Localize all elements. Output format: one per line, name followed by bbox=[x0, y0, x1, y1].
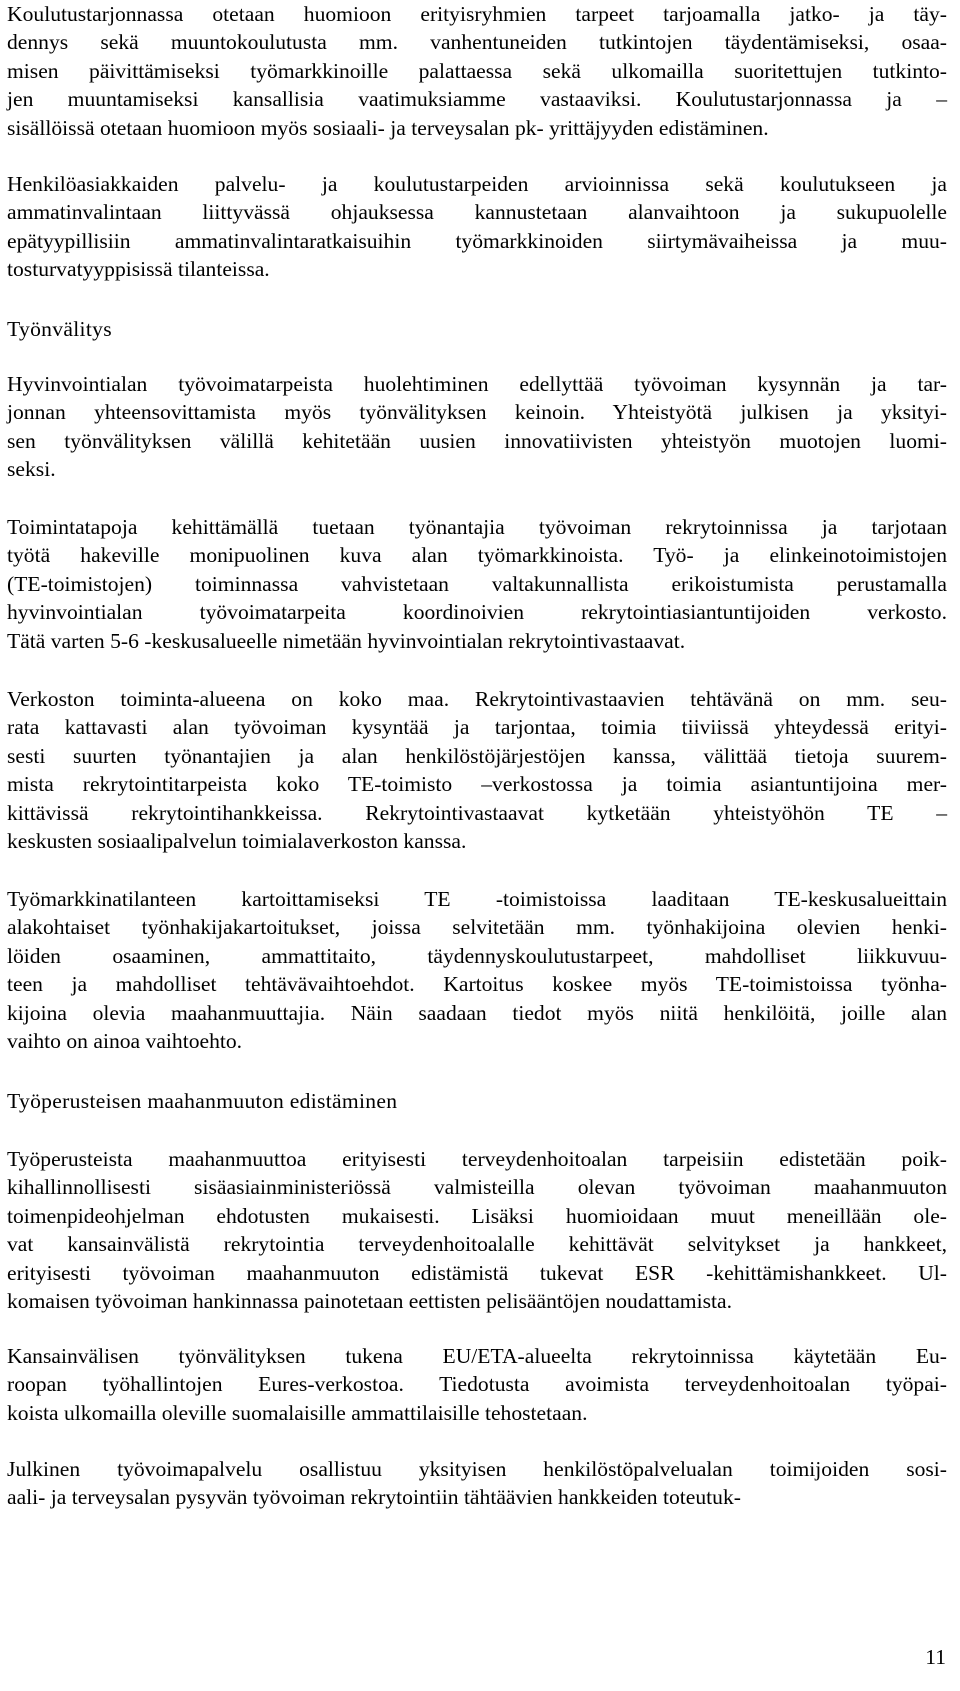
paragraph bbox=[7, 170, 947, 284]
paragraph bbox=[7, 1455, 947, 1512]
text-line: Hyvinvointialan työvoimatarpeista huolehtiminen edellyttää työvoiman kysynnän ja tar- bbox=[7, 372, 947, 396]
text-line: löiden osaaminen, ammattitaito, täydennyskoulutustarpeet, mahdolliset liikkuvuu- bbox=[7, 943, 947, 968]
text-line: erityisesti työvoiman maahanmuuton edistämistä tukevat ESR -kehittämishankkeet. Ul- bbox=[7, 1260, 947, 1285]
text-line: tosturvatyyppisissä tilanteissa. bbox=[7, 257, 270, 282]
text-line: ammatinvalintaan liittyvässä ohjauksessa kannustetaan alanvaihtoon ja sukupuolelle bbox=[7, 200, 947, 225]
text-line: kittävissä rekrytointihankkeissa. Rekrytointivastaavat kytketään yhteistyöhön TE – bbox=[7, 800, 947, 825]
text-line: roopan työhallintojen Eures-verkostoa. Tiedotusta avoimista terveydenhoitoalan työpai- bbox=[7, 1372, 947, 1397]
text-line: Työmarkkinatilanteen kartoittamiseksi TE -toimistoissa laaditaan TE-keskusalueittain bbox=[7, 887, 947, 911]
paragraph bbox=[7, 885, 947, 1055]
text-line: Toimintatapoja kehittämällä tuetaan työnantajia työvoiman rekrytoinnissa ja tarjotaan bbox=[7, 515, 947, 539]
text-line: Tätä varten 5-6 -keskusalueelle nimetään hyvinvointialan rekrytointivastaavat. bbox=[7, 628, 686, 653]
text-line: Julkinen työvoimapalvelu osallistuu yksityisen henkilöstöpalvelualan toimijoiden sosi- bbox=[7, 1457, 947, 1481]
text-line: jen muuntamiseksi kansallisia vaatimuksiamme vastaaviksi. Koulutustarjonnassa ja – bbox=[7, 87, 947, 112]
text-line: misen päivittämiseksi työmarkkinoille palattaessa sekä ulkomailla suoritettujen tutkinto- bbox=[7, 58, 947, 83]
paragraph bbox=[7, 370, 947, 484]
text-line: epätyypillisiin ammatinvalintaratkaisuihin työmarkkinoiden siirtymävaiheissa ja muu- bbox=[7, 228, 947, 253]
text-line: kijoina olevia maahanmuuttajia. Näin saadaan tiedot myös niitä henkilöitä, joille alan bbox=[7, 1000, 947, 1025]
text-line: Kansainvälisen työnvälityksen tukena EU/ETA-alueelta rekrytoinnissa käytetään Eu- bbox=[7, 1344, 947, 1368]
text-line: Koulutustarjonnassa otetaan huomioon erityisryhmien tarpeet tarjoamalla jatko- ja täy- bbox=[7, 2, 947, 26]
text-line: aali- ja terveysalan pysyvän työvoiman rekrytointiin tähtäävien hankkeiden toteutuk- bbox=[7, 1485, 741, 1510]
text-line: koista ulkomailla oleville suomalaisille ammattilaisille tehostetaan. bbox=[7, 1400, 588, 1425]
paragraph bbox=[7, 0, 947, 142]
text-line: jonnan yhteensovittamista myös työnvälityksen keinoin. Yhteistyötä julkisen ja yksityi- bbox=[7, 400, 947, 425]
text-line: sesti suurten työnantajien ja alan henkilöstöjärjestöjen kanssa, välittää tietoja suurem- bbox=[7, 743, 947, 768]
text-line: alakohtaiset työnhakijakartoitukset, joissa selvitetään mm. työnhakijoina olevien henki- bbox=[7, 915, 947, 940]
text-line: dennys sekä muuntokoulutusta mm. vanhentuneiden tutkintojen täydentämiseksi, osaa- bbox=[7, 30, 947, 55]
text-line: seksi. bbox=[7, 457, 56, 482]
text-line: vaihto on ainoa vaihtoehto. bbox=[7, 1029, 243, 1054]
text-line: Työperusteista maahanmuuttoa erityisesti terveydenhoitoalan tarpeisiin edistetään poik- bbox=[7, 1147, 947, 1171]
paragraph bbox=[7, 1145, 947, 1315]
text-line: keskusten sosiaalipalvelun toimialaverkoston kanssa. bbox=[7, 829, 467, 854]
text-line: kihallinnollisesti sisäasiainministeriössä valmisteilla olevan työvoiman maahanmuuton bbox=[7, 1175, 947, 1200]
text-line: hyvinvointialan työvoimatarpeita koordinoivien rekrytointiasiantuntijoiden verkosto. bbox=[7, 600, 947, 625]
text-line: rata kattavasti alan työvoiman kysyntää ja tarjontaa, toimia tiiviissä yhteydessä erityi- bbox=[7, 715, 947, 740]
text-line: sisällöissä otetaan huomioon myös sosiaali- ja terveysalan pk- yrittäjyyden edistäminen. bbox=[7, 115, 769, 140]
section-heading: Työnvälitys bbox=[7, 317, 112, 341]
text-line: Henkilöasiakkaiden palvelu- ja koulutustarpeiden arvioinnissa sekä koulutukseen ja bbox=[7, 172, 947, 196]
text-line: mista rekrytointitarpeista koko TE-toimisto –verkostossa ja toimia asiantuntijoina mer- bbox=[7, 772, 947, 797]
text-line: vat kansainvälistä rekrytointia terveydenhoitoalalle kehittävät selvitykset ja hankkeet, bbox=[7, 1232, 947, 1257]
page-number: 11 bbox=[925, 1645, 946, 1669]
section-heading: Työperusteisen maahanmuuton edistäminen bbox=[7, 1089, 398, 1113]
text-line: (TE-toimistojen) toiminnassa vahvistetaan valtakunnallista erikoistumista perustamalla bbox=[7, 571, 947, 596]
text-line: työtä hakeville monipuolinen kuva alan työmarkkinoista. Työ- ja elinkeinotoimistojen bbox=[7, 543, 947, 568]
text-line: teen ja mahdolliset tehtävävaihtoehdot. Kartoitus koskee myös TE-toimistoissa työnha- bbox=[7, 972, 947, 997]
text-line: komaisen työvoiman hankinnassa painotetaan eettisten pelisääntöjen noudattamista. bbox=[7, 1289, 732, 1314]
paragraph bbox=[7, 1342, 947, 1427]
text-line: Verkoston toiminta-alueena on koko maa. Rekrytointivastaavien tehtävänä on mm. seu- bbox=[7, 687, 947, 711]
text-line: toimenpideohjelman ehdotusten mukaisesti. Lisäksi huomioidaan muut meneillään ole- bbox=[7, 1203, 947, 1228]
paragraph bbox=[7, 513, 947, 655]
paragraph bbox=[7, 685, 947, 855]
text-line: sen työnvälityksen välillä kehitetään uusien innovatiivisten yhteistyön muotojen luomi- bbox=[7, 428, 947, 453]
